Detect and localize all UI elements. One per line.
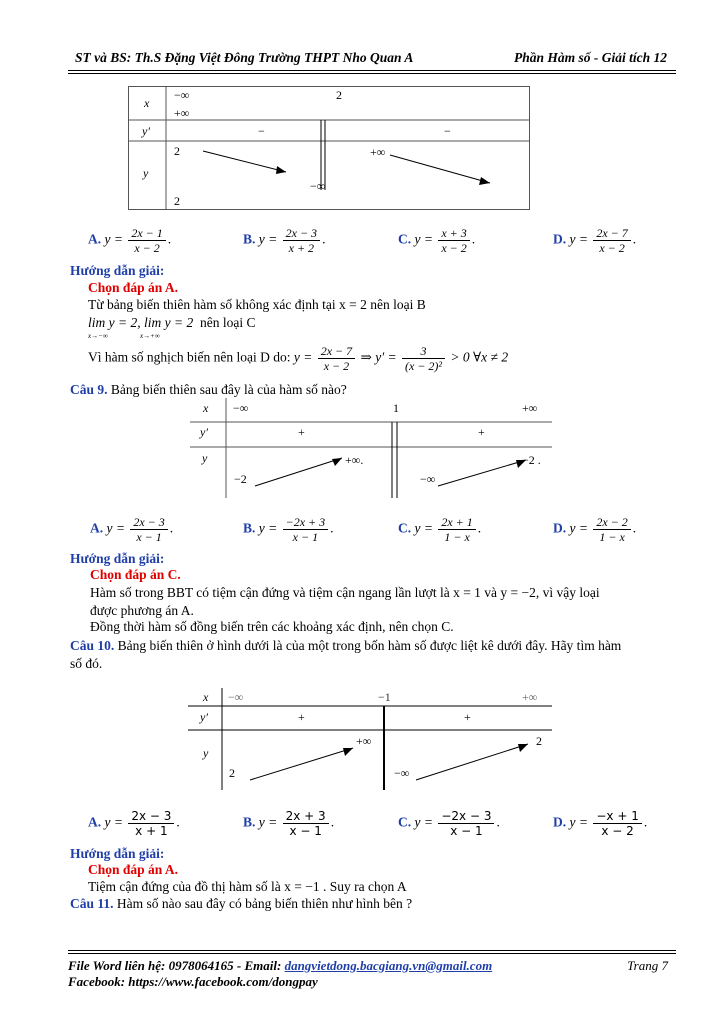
- t3-yp-val-0: +: [298, 710, 305, 724]
- numerator: 3: [402, 344, 445, 359]
- q8-line-2: [88, 315, 255, 331]
- header-rule-2: [68, 73, 676, 74]
- q9-line-2: được phương án A.: [90, 603, 194, 618]
- q10-answer: Chọn đáp án A.: [88, 862, 179, 877]
- t1-x-label: x: [144, 96, 150, 110]
- t2-yp-label: y′: [200, 425, 208, 439]
- option-post: .: [471, 231, 476, 247]
- option-post: .: [176, 814, 180, 830]
- q8-lim-expr: lim y = 2, lim y = 2: [88, 315, 194, 330]
- q8-line-3: Vì hàm số nghịch biến nên loại D do: y = $\frac{2x - 7}{x - 2}$ ⇒ y′ = $\frac{3}{\text{(x − 2)²}}$ > 0 ∀x ≠ 2: [88, 344, 509, 373]
- option-letter: C.: [398, 231, 412, 247]
- t2-y-val-3: −2 .: [522, 453, 541, 467]
- q10-line-1: Tiệm cận đứng của đồ thị hàm số là x = −1 . Suy ra chọn A: [88, 879, 407, 894]
- q11-label: Câu 11.: [70, 896, 114, 911]
- option-letter: A.: [90, 520, 104, 536]
- option-letter: B.: [243, 814, 256, 830]
- q8-lim-sub-1: x→−∞: [88, 332, 108, 340]
- footer-rule: [68, 950, 676, 951]
- t1-y-val-2: +∞: [370, 145, 386, 159]
- t2-x-val-0: −∞: [233, 401, 249, 415]
- denominator: x − 2: [599, 241, 625, 255]
- t1-yp-label: y′: [142, 124, 150, 138]
- q8-line-3-end: > 0 ∀x ≠ 2: [450, 349, 509, 365]
- denominator: x − 2: [323, 359, 350, 373]
- q8-line-3-frac-1: [318, 344, 355, 373]
- q10-text-2: số đó.: [70, 656, 103, 671]
- option-fraction: [130, 515, 167, 544]
- option-fraction: [593, 226, 630, 255]
- header-left: ST và BS: Th.S Đặng Việt Đông Trường THPT Nho Quan A: [75, 50, 414, 65]
- option-letter: A.: [88, 814, 102, 830]
- numerator: −2x + 3: [283, 515, 329, 530]
- option-post: .: [167, 231, 172, 247]
- option-pre: y =: [258, 814, 278, 830]
- q8-option-b[interactable]: [243, 226, 325, 255]
- option-post: .: [643, 814, 648, 830]
- q10-option-d[interactable]: [553, 809, 647, 838]
- q8-line-1: Từ bảng biến thiên hàm số không xác định tại x = 2 nên loại B: [88, 297, 426, 312]
- numerator: x + 3: [438, 226, 469, 241]
- option-post: .: [330, 814, 335, 830]
- t3-y-val-2: −∞: [394, 766, 410, 780]
- t2-yp-val-0: +: [298, 425, 305, 439]
- t3-x-val-0: −∞: [228, 690, 244, 704]
- t2-y-val-2: −∞: [420, 472, 436, 486]
- t1-x-val-2: +∞: [174, 106, 190, 120]
- option-post: .: [632, 520, 637, 536]
- t2-x-val-2: +∞: [522, 401, 538, 415]
- numerator: 2x − 3: [283, 226, 320, 241]
- q8-line-2-tail: nên loại C: [199, 315, 256, 330]
- numerator: −2x − 3: [438, 809, 494, 824]
- q10-option-a[interactable]: [88, 809, 180, 838]
- t3-y-val-0: 2: [229, 766, 235, 780]
- q8-lim-sub-2: x→+∞: [140, 332, 160, 340]
- option-pre: y =: [414, 231, 433, 247]
- option-fraction: [283, 226, 320, 255]
- t3-y-val-1: +∞: [356, 734, 372, 748]
- t3-x-label: x: [203, 690, 209, 704]
- t1-y-label: y: [143, 166, 149, 180]
- option-post: .: [322, 231, 326, 247]
- q9-guide-heading: Hướng dẫn giải:: [70, 551, 165, 566]
- t3-x-val-1: −1: [378, 690, 391, 704]
- q9-text: Bảng biến thiên sau đây là của hàm số nào?: [110, 382, 347, 397]
- t2-x-label: x: [203, 401, 209, 415]
- t2-y-label: y: [202, 451, 208, 465]
- numerator: −x + 1: [593, 809, 641, 824]
- t1-y-val-0: 2: [174, 144, 180, 158]
- option-letter: A.: [88, 231, 102, 247]
- numerator: 2x + 1: [438, 515, 475, 530]
- option-pre: y =: [258, 231, 278, 247]
- denominator: x + 1: [135, 824, 168, 838]
- t1-y-val-3: 2: [174, 194, 180, 208]
- option-pre: y =: [104, 814, 123, 830]
- t1-yp-val-1: −: [444, 124, 451, 138]
- option-letter: D.: [553, 520, 567, 536]
- t3-x-val-2: +∞: [522, 690, 538, 704]
- q9-option-a[interactable]: [90, 515, 173, 544]
- q9-line-3: Đồng thời hàm số đồng biến trên các khoảng xác định, nên chọn C.: [90, 619, 454, 634]
- q9-option-b[interactable]: [243, 515, 334, 544]
- option-pre: y =: [569, 231, 588, 247]
- q8-option-c[interactable]: [398, 226, 475, 255]
- q9-answer: Chọn đáp án C.: [90, 567, 181, 582]
- option-pre: y =: [414, 520, 433, 536]
- t2-x-val-1: 1: [393, 401, 399, 415]
- q10-guide-heading: Hướng dẫn giải:: [70, 846, 165, 861]
- option-fraction: [438, 809, 494, 838]
- q8-line-3-frac-2: [402, 344, 445, 373]
- q8-guide-heading: Hướng dẫn giải:: [70, 263, 165, 278]
- q9-option-d[interactable]: [553, 515, 636, 544]
- denominator: 1 − x: [599, 530, 625, 544]
- q9-question: [70, 382, 347, 398]
- option-pre: y =: [258, 520, 278, 536]
- t2-y-val-1: +∞.: [345, 453, 364, 467]
- option-fraction: [438, 226, 469, 255]
- option-fraction: [283, 809, 329, 838]
- numerator: 2x − 1: [128, 226, 165, 241]
- t2-y-val-0: −2: [234, 472, 247, 486]
- option-letter: D.: [553, 231, 567, 247]
- q10-question-line-1: [70, 638, 621, 654]
- option-post: .: [477, 520, 482, 536]
- q11-text: Hàm số nào sau đây có bảng biến thiên như hình bên ?: [116, 896, 413, 911]
- t3-yp-val-1: +: [464, 710, 471, 724]
- t1-yp-val-0: −: [258, 124, 265, 138]
- denominator: 1 − x: [444, 530, 470, 544]
- denominator: (x − 2)²: [405, 359, 443, 373]
- numerator: 2x − 3: [130, 515, 167, 530]
- q10-option-c[interactable]: [398, 809, 500, 838]
- numerator: 2x − 7: [593, 226, 630, 241]
- t1-y-val-1: −∞: [310, 179, 326, 193]
- option-fraction: [593, 809, 641, 838]
- option-letter: B.: [243, 231, 256, 247]
- option-letter: C.: [398, 814, 412, 830]
- q10-text-1: Bảng biến thiên ở hình dưới là của một trong bốn hàm số được liệt kê dưới đây. Hãy tìm hàm: [117, 638, 622, 653]
- footer-facebook: Facebook: https://www.facebook.com/dongpay: [68, 974, 318, 989]
- q8-option-a[interactable]: [88, 226, 171, 255]
- q8-answer: Chọn đáp án A.: [88, 280, 179, 295]
- denominator: x − 1: [289, 824, 322, 838]
- option-letter: C.: [398, 520, 412, 536]
- q9-label: Câu 9.: [70, 382, 108, 397]
- denominator: x − 1: [292, 530, 319, 544]
- footer-contact: [68, 958, 668, 974]
- footer-rule-2: [68, 953, 676, 954]
- footer-email-link[interactable]: dangvietdong.bacgiang.vn@gmail.com: [284, 958, 493, 973]
- option-post: .: [496, 814, 500, 830]
- option-pre: y =: [569, 520, 588, 536]
- option-pre: y =: [104, 231, 123, 247]
- t3-y-label: y: [203, 746, 209, 760]
- numerator: 2x − 3: [128, 809, 174, 824]
- numerator: 2x − 7: [318, 344, 355, 359]
- option-fraction: [128, 809, 174, 838]
- t2-yp-val-1: +: [478, 425, 485, 439]
- option-fraction: [438, 515, 475, 544]
- page-footer: [68, 958, 668, 990]
- denominator: x − 2: [601, 824, 634, 838]
- header-right: Phần Hàm số - Giải tích 12: [513, 50, 667, 65]
- option-fraction: [593, 515, 630, 544]
- numerator: 2x + 3: [283, 809, 329, 824]
- q8-option-d[interactable]: [553, 226, 636, 255]
- q9-option-c[interactable]: [398, 515, 481, 544]
- option-letter: D.: [553, 814, 567, 830]
- option-letter: B.: [243, 520, 256, 536]
- numerator: 2x − 2: [593, 515, 630, 530]
- denominator: x − 2: [441, 241, 467, 255]
- option-fraction: [128, 226, 165, 255]
- q9-line-1: Hàm số trong BBT có tiệm cận đứng và tiệm cận ngang lần lượt là x = 1 và y = −2, vì vậy loại: [90, 585, 600, 600]
- option-post: .: [169, 520, 174, 536]
- option-fraction: [283, 515, 329, 544]
- variation-table-1: [128, 86, 530, 210]
- denominator: x − 2: [134, 241, 160, 255]
- denominator: x + 2: [288, 241, 315, 255]
- q8-line-3-mid: ⇒ y′ =: [360, 349, 397, 365]
- q10-option-b[interactable]: [243, 809, 334, 838]
- q11-question: [70, 896, 412, 912]
- option-post: .: [330, 520, 334, 536]
- denominator: x − 1: [136, 530, 162, 544]
- t3-y-val-3: 2: [536, 734, 542, 748]
- option-pre: y =: [106, 520, 125, 536]
- option-post: .: [632, 231, 637, 247]
- footer-contact-prefix: File Word liên hệ: 0978064165 - Email:: [68, 958, 285, 973]
- page-number: Trang 7: [627, 958, 668, 973]
- q8-line-3-text: Vì hàm số nghịch biến nên loại D do:: [88, 349, 291, 365]
- option-pre: y =: [414, 814, 433, 830]
- option-pre: y =: [569, 814, 588, 830]
- t1-x-val-1: 2: [336, 88, 342, 102]
- t1-x-val-0: −∞: [174, 88, 190, 102]
- q10-label: Câu 10.: [70, 638, 115, 653]
- denominator: x − 1: [450, 824, 483, 838]
- t3-yp-label: y′: [200, 710, 208, 724]
- header-rule: [68, 70, 676, 71]
